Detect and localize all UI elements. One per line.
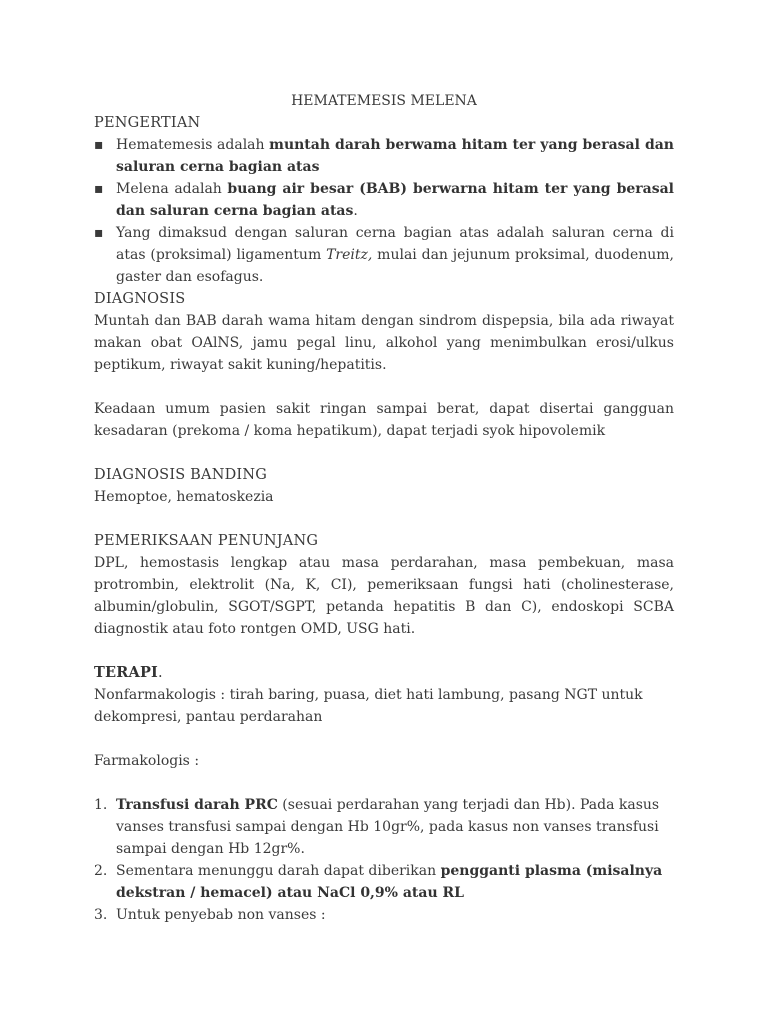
bullet-marker: ▪ xyxy=(94,137,104,153)
bullet-marker: ▪ xyxy=(94,225,104,241)
diagnosis-paragraph: Keadaan umum pasien sakit ringan sampai berat, dapat disertai gangguan kesadaran (prekoma / koma hepatikum), dapat terjadi syok hipovolemik xyxy=(94,401,674,439)
document-content xyxy=(94,90,674,926)
section-heading-pemeriksaan: PEMERIKSAAN PENUNJANG xyxy=(94,533,319,549)
item-bold-text: pengganti plasma (misalnya dekstran / hemacel) atau NaCl 0,9% atau RL xyxy=(116,863,663,901)
item-text: Untuk penyebab non vanses : xyxy=(116,907,326,923)
item-bold-text: buang air besar (BAB) berwarna hitam ter yang berasal dan saluran cerna bagian atas xyxy=(116,181,674,219)
document-title: HEMATEMESIS MELENA xyxy=(291,93,477,109)
bullet-marker: ▪ xyxy=(94,181,104,197)
item-text: . xyxy=(353,203,358,219)
list-item xyxy=(94,904,674,926)
section-heading-diagnosis-banding: DIAGNOSIS BANDING xyxy=(94,467,268,483)
list-item xyxy=(94,134,674,178)
list-number: 1. xyxy=(94,797,108,813)
farmakologis-label: Farmakologis : xyxy=(94,753,200,769)
terapi-heading-text: TERAPI xyxy=(94,664,159,681)
pemeriksaan-text: DPL, hemostasis lengkap atau masa perdarahan, masa pembekuan, masa protrombin, elektrolit (Na, K, CI), pemeriksaan fungsi hati (cholinesterase, albumin/globulin, SGOT/SGPT, petanda hepatitis B dan C), endoskopi SCBA diagnostik atau foto rontgen OMD, USG hati. xyxy=(94,555,674,637)
section-heading-diagnosis: DIAGNOSIS xyxy=(94,291,186,307)
section-heading-terapi: TERAPI. xyxy=(94,664,163,681)
list-item xyxy=(94,860,674,904)
list-number: 2. xyxy=(94,863,108,879)
item-bold-text: Transfusi darah PRC xyxy=(116,797,278,813)
list-item xyxy=(94,178,674,222)
item-italic-text: Treitz, xyxy=(326,247,373,263)
item-text: Hematemesis adalah xyxy=(116,137,270,153)
list-number: 3. xyxy=(94,907,108,923)
terapi-list xyxy=(94,794,674,926)
item-text: Yang dimaksud dengan saluran cerna bagian atas adalah saluran cerna di atas (proksimal) ligamentum xyxy=(116,225,674,263)
item-text: mulai dan jejunum proksimal, duodenum, gaster dan esofagus. xyxy=(116,247,674,285)
item-text: (sesuai perdarahan yang terjadi dan Hb). Pada kasus vanses transfusi sampai dengan Hb 10gr%, pada kasus non vanses transfusi sampai dengan Hb 12gr%. xyxy=(116,797,660,857)
section-heading-pengertian: PENGERTIAN xyxy=(94,115,201,131)
item-bold-text: muntah darah berwama hitam ter yang berasal dan saluran cerna bagian atas xyxy=(116,137,674,175)
pengertian-list xyxy=(94,134,674,288)
diagnosis-banding-text: Hemoptoe, hematoskezia xyxy=(94,489,274,505)
item-text: Melena adalah xyxy=(116,181,228,197)
item-text: Sementara menunggu darah dapat diberikan xyxy=(116,863,441,879)
list-item xyxy=(94,794,674,860)
diagnosis-paragraph: Muntah dan BAB darah wama hitam dengan sindrom dispepsia, bila ada riwayat makan obat OAlNS, jamu pegal linu, alkohol yang menimbulkan erosi/ulkus peptikum, riwayat sakit kuning/hepatitis. xyxy=(94,313,674,373)
list-item xyxy=(94,222,674,288)
nonfarmakologis-text: Nonfarmakologis : tirah baring, puasa, diet hati lambung, pasang NGT untuk dekompresi, pantau perdarahan xyxy=(94,687,643,725)
